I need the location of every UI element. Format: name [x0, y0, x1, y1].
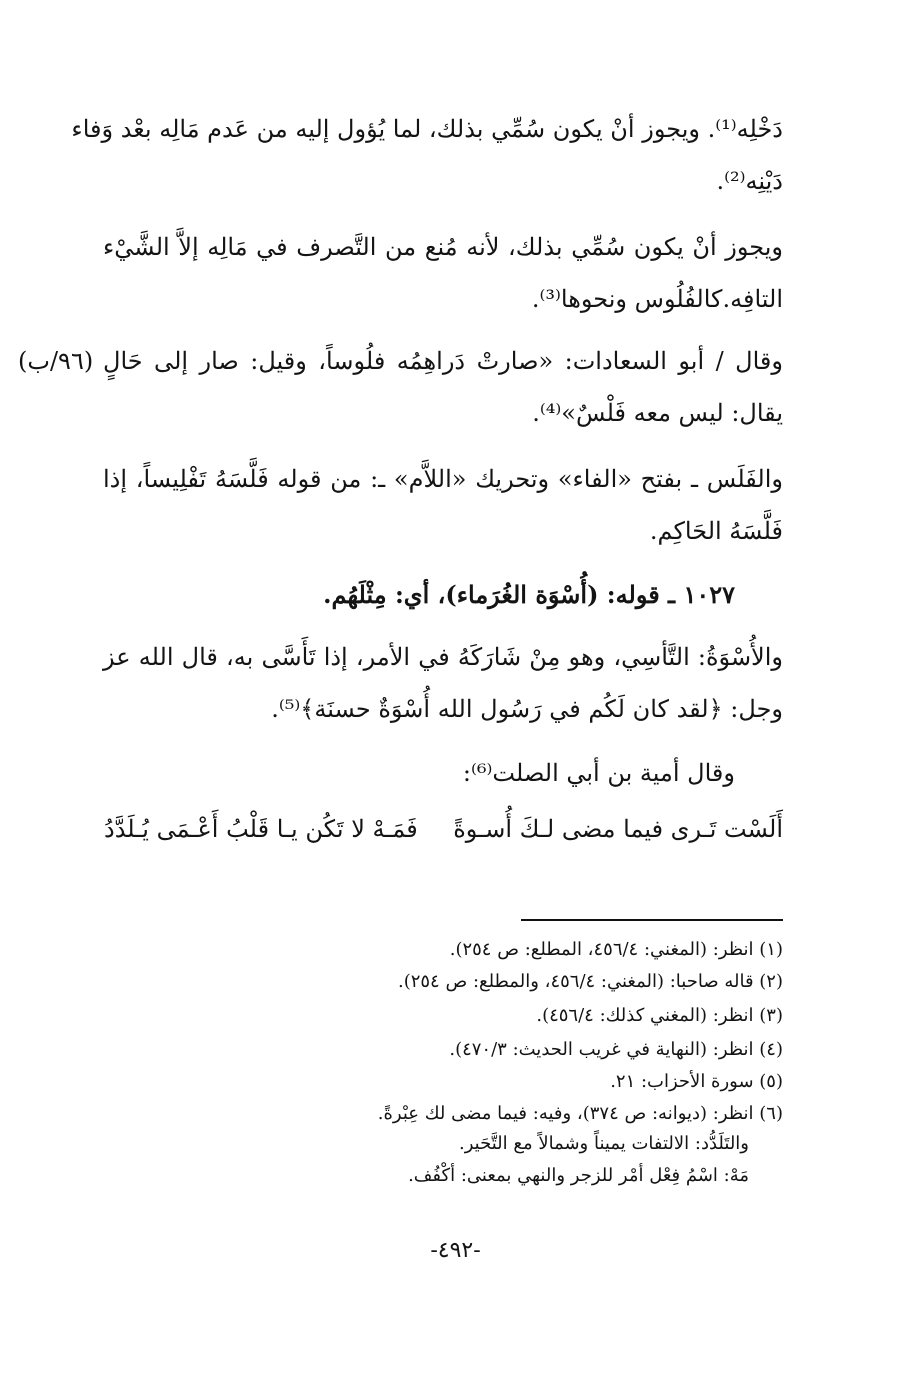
body-line: وقال / أبو السعادات: «صارتْ دَراهِمُه فلُوساً، وقيل: صار إلى حَالٍ [103, 347, 783, 375]
footnote: (٤) انظر: (النهاية في غريب الحديث: ٤٧٠/٣). [449, 1039, 783, 1060]
footnote: (١) انظر: (المغني: ٤٥٦/٤، المطلع: ص ٢٥٤). [449, 939, 783, 960]
body-line: وجل: ﴿لقد كان لَكُم في رَسُول الله أُسْوَةٌ حسنَة﴾⁽⁵⁾. [271, 695, 783, 723]
footnote: (٣) انظر: (المغني كذلك: ٤٥٦/٤). [536, 1005, 783, 1026]
footnote: (٢) قاله صاحبا: (المغني: ٤٥٦/٤، والمطلع: ص ٢٥٤). [397, 971, 783, 992]
body-line: ويجوز أنْ يكون سُمِّي بذلك، لأنه مُنع من التَّصرف في مَالِه إلاَّ الشَّيْء [103, 233, 783, 261]
footnote-continuation: مَهْ: اسْمُ فِعْل أمْر للزجر والنهي بمعنى: أكْفُف. [408, 1165, 749, 1186]
body-line: دَيْنِه⁽²⁾. [716, 167, 783, 195]
body-line: والفَلَس ـ بفتح «الفاء» وتحريك «اللاَّم» ـ: من قوله فَلَّسَهُ تَفْلِيساً، إذا [103, 465, 783, 493]
body-line: يقال: ليس معه فَلْسٌ»⁽⁴⁾. [532, 399, 783, 427]
body-line: التافِه.كالفُلُوس ونحوها⁽³⁾. [531, 285, 783, 313]
body-line: وقال أمية بن أبي الصلت⁽⁶⁾: [462, 759, 735, 787]
footnote-divider [521, 919, 783, 921]
entry-heading: ١٠٢٧ ـ قوله: (أُسْوَة الغُرَماء)، أي: مِثْلَهُم. [323, 580, 735, 609]
body-line: دَخْلِه⁽¹⁾. ويجوز أنْ يكون سُمِّي بذلك، لما يُؤول إليه من عَدم مَالِه بعْد وَفاء [71, 115, 783, 143]
footnote-continuation: والتَلَدُّد: الالتفات يميناً وشمالاً مع التَّحَير. [459, 1133, 749, 1154]
verse-second-hemistich: فَمَـهْ لا تَكُن يـا قَلْبُ أَعْـمَى يُـلَدَّدُ [104, 815, 418, 843]
footnote: (٥) سورة الأحزاب: ٢١. [610, 1071, 783, 1092]
body-line: والأُسْوَةُ: التَّأسِي، وهو مِنْ شَارَكَهُ في الأمر، إذا تَأَسَّى به، قال الله عز [103, 643, 783, 671]
page-number: -٤٩٢- [430, 1238, 481, 1263]
footnote: (٦) انظر: (ديوانه: ص ٣٧٤)، وفيه: فيما مضى لك عِبْرةً. [377, 1103, 783, 1124]
verse-first-hemistich: أَلَسْت تَـرى فيما مضى لـكَ أُسـوةً [453, 815, 783, 843]
margin-folio-reference: (٩٦/ب) [18, 347, 94, 375]
body-line: فَلَّسَهُ الحَاكِم. [649, 517, 783, 545]
